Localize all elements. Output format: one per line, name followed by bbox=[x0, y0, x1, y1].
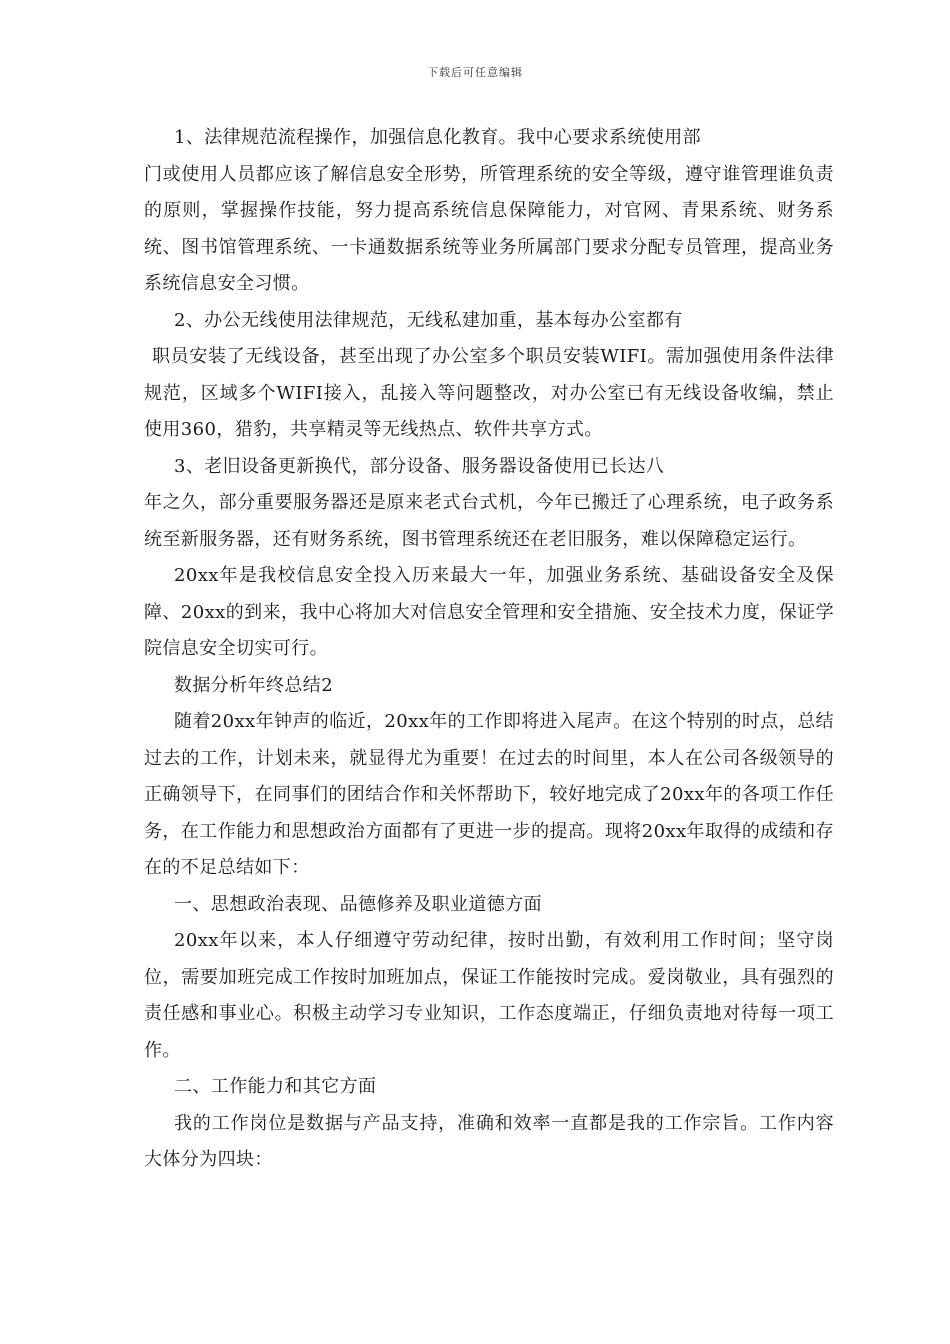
paragraph-3-heading: 3、老旧设备更新换代，部分设备、服务器设备使用已长达八 bbox=[174, 455, 665, 477]
paragraph-intro: 随着20xx年钟声的临近，20xx年的工作即将进入尾声。在这个特别的时点，总结过去的工作，计划未来，就显得尤为重要！在过去的时间里，本人在公司各级领导的正确领导下，在同事们的团结合作和关怀帮助下，较好地完成了20xx年的各项工作任务，在工作能力和思想政治方面都有了更进一步的提高。现将20xx年取得的成绩和存在的不足总结如下： bbox=[144, 711, 835, 878]
paragraph-2-body: 职员安装了无线设备，甚至出现了办公室多个职员安装WIFI。需加强使用条件法律规范，区域多个WIFI接入，乱接入等问题整改，对办公室已有无线设备收编，禁止使用360，猎豹，共享精灵等无线热点、软件共享方式。 bbox=[144, 346, 834, 440]
paragraph-3-body: 年之久，部分重要服务器还是原来老式台式机，今年已搬迁了心理系统，电子政务系统至新服务器，还有财务系统，图书管理系统还在老旧服务，难以保障稳定运行。 bbox=[144, 492, 834, 550]
page-header-note: 下载后可任意编辑 bbox=[427, 66, 523, 79]
subheading-political-ethics: 一、思想政治表现、品德修养及职业道德方面 bbox=[174, 893, 542, 915]
paragraph-work-ability: 我的工作岗位是数据与产品支持，准确和效率一直都是我的工作宗旨。工作内容大体分为四块： bbox=[144, 1112, 834, 1170]
section-title-year-end-summary: 数据分析年终总结2 bbox=[174, 674, 334, 696]
document-body bbox=[144, 120, 834, 1179]
subheading-work-ability: 二、工作能力和其它方面 bbox=[174, 1076, 377, 1097]
paragraph-summary: 20xx年是我校信息安全投入历来最大一年，加强业务系统、基础设备安全及保障、20xx的到来，我中心将加大对信息安全管理和安全措施、安全技术力度，保证学院信息安全切实可行。 bbox=[144, 565, 834, 659]
paragraph-2-heading: 2、办公无线使用法律规范，无线私建加重，基本每办公室都有 bbox=[174, 309, 683, 331]
paragraph-1-heading: 1、法律规范流程操作，加强信息化教育。我中心要求系统使用部 bbox=[174, 127, 702, 148]
paragraph-1-body: 门或使用人员都应该了解信息安全形势，所管理系统的安全等级，遵守谁管理谁负责的原则，掌握操作技能，努力提高系统信息保障能力，对官网、青果系统、财务系统、图书馆管理系统、一卡通数据系统等业务所属部门要求分配专员管理，提高业务系统信息安全习惯。 bbox=[144, 163, 834, 294]
paragraph-political-ethics: 20xx年以来，本人仔细遵守劳动纪律，按时出勤，有效利用工作时间；坚守岗位，需要加班完成工作按时加班加点，保证工作能按时完成。爱岗敬业，具有强烈的责任感和事业心。积极主动学习专业知识，工作态度端正，仔细负责地对待每一项工作。 bbox=[144, 930, 834, 1061]
